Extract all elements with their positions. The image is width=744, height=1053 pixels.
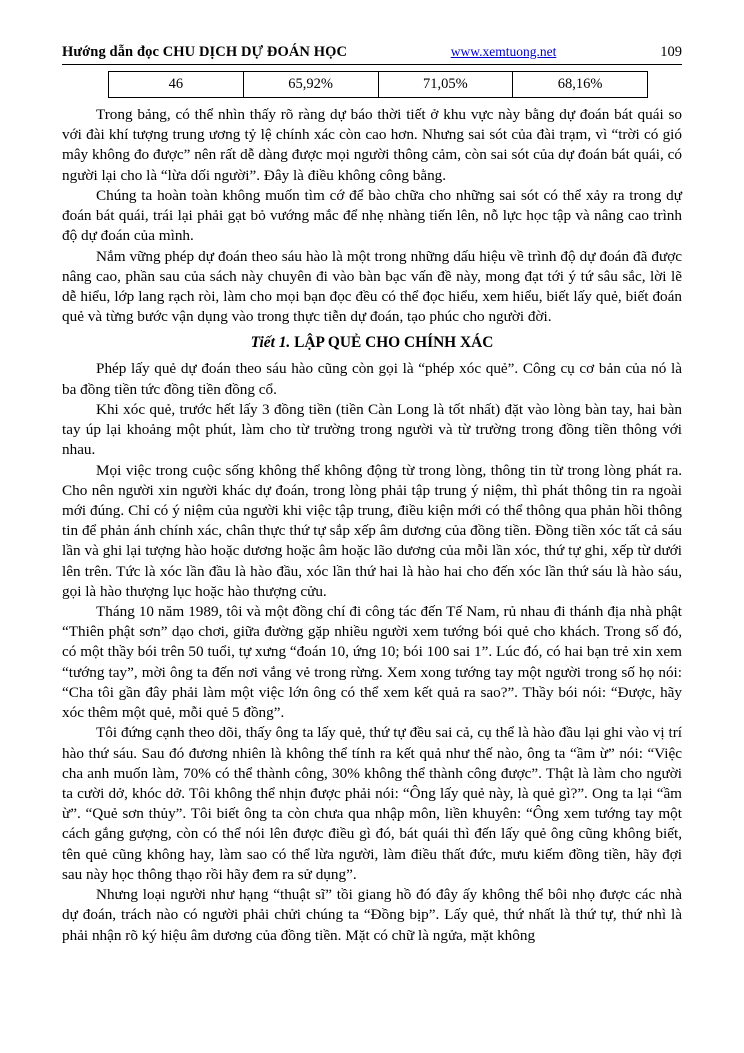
page-header: [62, 44, 682, 61]
header-divider: [62, 64, 682, 65]
paragraph: Trong bảng, có thể nhìn thấy rõ ràng dự báo thời tiết ở khu vực này bằng dự đoán bát quái so với đài khí tượng trung ương tỷ lệ chính xác còn cao hơn. Nhưng sai sót của đài trạm, vì “trời có gió mây không đo được” nên rất dễ dàng được mọi người thông cảm, còn sai sót của dự đoán bát quái, có người lại cho là “lừa dối người”. Đây là điều không công bằng.: [62, 106, 682, 184]
body-text-block-2: [62, 359, 682, 945]
paragraph: Khi xóc quẻ, trước hết lấy 3 đồng tiền (tiền Càn Long là tốt nhất) đặt vào lòng bàn tay, hai bàn tay úp lại khoảng một phút, làm cho từ trường trong người và từ trường trong đồng tiền thông với nhau.: [62, 400, 682, 459]
section-heading-title: LẬP QUẺ CHO CHÍNH XÁC: [294, 334, 494, 352]
paragraph: Phép lấy quẻ dự đoán theo sáu hào cũng còn gọi là “phép xóc quẻ”. Công cụ cơ bản của nó là ba đồng tiền tức đồng tiền đồng cổ.: [62, 360, 682, 398]
section-heading: [62, 334, 682, 352]
body-text-block-1: [62, 105, 682, 327]
table-cell: 71,05%: [378, 72, 513, 98]
table-row: [109, 72, 648, 98]
table-cell: 68,16%: [513, 72, 648, 98]
table-cell: 65,92%: [243, 72, 378, 98]
table-cell: 46: [109, 72, 244, 98]
paragraph: Tôi đứng cạnh theo dõi, thấy ông ta lấy quẻ, thứ tự đều sai cả, cụ thể là hào đầu lại ghi vào vị trí hào thứ sáu. Sau đó đương nhiên là không thể tính ra kết quả như thế nào, ông ta “ầm ừ” nói: “Việc cha anh muốn làm, 70% có thể thành công, 30% không thể thành công được”. Thật là làm cho người ta cười dở, khóc dở. Tôi không thể nhịn được phải nói: “Ông lấy quẻ này, là quẻ gì?”. Ong ta lại “ầm ừ”. “Quẻ sơn thủy”. Tôi biết ông ta còn chưa qua nhập môn, liền khuyên: “Ông xem tướng tay một cách gắng gượng, còn có thể nói lên được điều gì đó, bát quái thì đến lấy quẻ ông cũng không biết, tên quẻ cũng không hay, làm sao có thể lừa người, làm điều thất đức, mưu kiếm đồng tiền, hãy đợi sau này học thông thạo rồi hãy đem ra sử dụng”.: [62, 724, 682, 883]
header-website-link[interactable]: www.xemtuong.net: [450, 44, 557, 59]
paragraph: Chúng ta hoàn toàn không muốn tìm cớ để bào chữa cho những sai sót có thể xảy ra trong dự đoán bát quái, trái lại phải gạt bỏ vướng mắc để nhẹ nhàng tiến lên, nỗ lực học tập và nâng cao trình độ dự đoán của mình.: [62, 186, 682, 245]
section-heading-prefix: Tiết 1.: [250, 334, 291, 352]
page-number: 109: [660, 44, 682, 60]
paragraph: Tháng 10 năm 1989, tôi và một đồng chí đi công tác đến Tế Nam, rủ nhau đi thánh địa nhà phật “Thiên phật sơn” dạo chơi, giữa đường gặp nhiều người xem tướng bói quẻ cho khách. Trong số đó, có một thầy bói trên 50 tuổi, tự xưng “đoán 10, ứng 10; bói 100 sai 1”. Lúc đó, có hai bạn trẻ xin xem “tướng tay”, mời ông ta đến nơi vắng vẻ trong rừng. Xem xong tướng tay một người trong số họ nói: “Cha tôi gần đây phải làm một việc lớn ông có thể xem kết quả ra sao?”. Thầy bói nói: “Được, hãy xóc thêm một quẻ, mỗi quẻ 5 đồng”.: [62, 603, 682, 722]
paragraph: Mọi việc trong cuộc sống không thể không động từ trong lòng, thông tin từ trong lòng phát ra. Cho nên người xin người khác dự đoán, trong lòng phải tập trung ý niệm, thì phát thông tin ra ngoài mới đúng. Chỉ có ý niệm của người khi việc tập trung, điều kiện mới có thể thông qua phản hồi thông tin để phản ánh chính xác, chân thực thứ tự sắp xếp âm dương của đồng tiền. Đồng tiền xóc tất cả sáu lần và ghi lại tượng hào hoặc dương hoặc âm hoặc lão dương của mỗi lần xóc, thứ tự ghi, xếp từ dưới lên trên. Tức là xóc lần đầu là hào đầu, xóc lần thứ hai là hào hai cho đến xóc lần thứ sáu là hào sáu, gọi là hào thượng lục hoặc hào thượng cửu.: [62, 461, 682, 600]
paragraph: Nắm vững phép dự đoán theo sáu hào là một trong những dấu hiệu về trình độ dự đoán đã được nâng cao, phần sau của sách này chuyên đi vào bàn bạc vấn đề này, mong đạt tới ý tứ sâu sắc, lời lẽ dễ hiểu, lớp lang rạch ròi, làm cho mọi bạn đọc đều có thể đọc hiểu, xem hiểu, biết lấy quẻ, biết đoán quẻ và từng bước vận dụng vào trong thực tiễn dự đoán, tạo phúc cho người đời.: [62, 247, 682, 326]
paragraph: Nhưng loại người như hạng “thuật sĩ” tồi giang hồ đó đây ấy không thể bôi nhọ được các nhà dự đoán, trách nào có người phải chửi chúng ta “Đồng bịp”. Lấy quẻ, thứ nhất là thứ tự, thứ nhì là phải nhận rõ ký hiệu âm dương của đồng tiền. Mặt có chữ là ngửa, mặt không: [62, 886, 682, 944]
header-title: Hướng dẫn đọc CHU DỊCH DỰ ĐOÁN HỌC: [62, 44, 348, 60]
data-table: [108, 71, 648, 98]
